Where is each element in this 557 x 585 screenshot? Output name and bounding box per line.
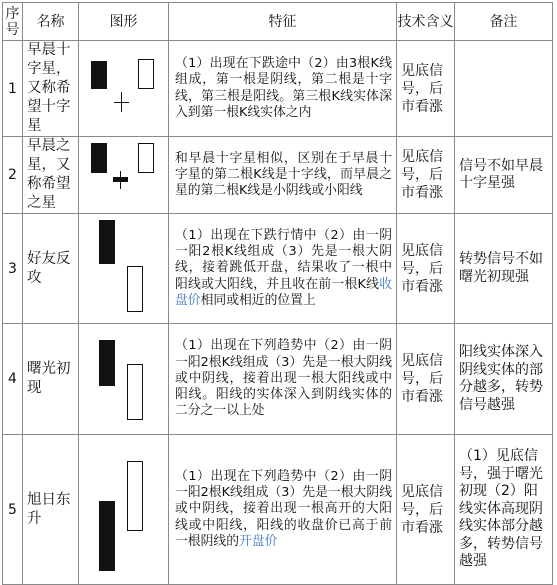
closing-price-link[interactable]: 收盘价 xyxy=(175,276,392,308)
star-candle xyxy=(113,177,128,182)
pattern-signal: 见底信号，后市看涨 xyxy=(397,41,455,137)
bearish-candle xyxy=(99,220,115,264)
pattern-note: 阳线实体深入阴线实体的部分越多，转势信号越强 xyxy=(455,324,553,435)
row-number: 2 xyxy=(3,137,23,214)
row-number: 1 xyxy=(3,41,23,137)
pattern-feature: （1）出现在下列趋势中（2）由一阴一阳2根K线组成（3）先是一根大阴线或中阴线，接着出现一根大阳线或中阳线。阳线的实体深入到阴线实体的二分之一以上处 xyxy=(169,324,397,435)
pattern-feature: （1）出现在下跌行情中（2）由一阴一阳2根K线组成（3）先是一根大阴线，接着跳低开盘，结果收了一根中阳线或大阳线，并且收在前一根K线收盘价相同或相近的位置上 xyxy=(169,214,397,324)
header-figure: 图形 xyxy=(79,3,169,41)
candlestick-pattern-table xyxy=(2,2,553,585)
row-number: 4 xyxy=(3,324,23,435)
bullish-candle xyxy=(127,364,143,420)
pattern-name: 早晨之星，又称希望之星 xyxy=(23,137,79,214)
table-row xyxy=(3,214,553,324)
pattern-signal: 见底信号，后市看涨 xyxy=(397,435,455,585)
pattern-figure xyxy=(79,435,169,585)
pattern-feature: （1）出现在下跌途中（2）由3根K线组成，第一根是阴线，第二根是十字线，第三根是阳线。第三根K线实体深入到第一根K线实体之内 xyxy=(169,41,397,137)
pattern-note: （1）见底信号，强于曙光初现（2）阳线实体高现阴线实体部分越多，转势信号越强 xyxy=(455,435,553,585)
bearish-candle xyxy=(99,501,115,571)
pattern-signal: 见底信号，后市看涨 xyxy=(397,324,455,435)
row-number: 3 xyxy=(3,214,23,324)
table-row xyxy=(3,435,553,585)
header-row xyxy=(3,3,553,41)
header-note: 备注 xyxy=(455,3,553,41)
bullish-candle xyxy=(138,59,154,89)
bullish-candle xyxy=(138,143,154,173)
header-feature: 特征 xyxy=(169,3,397,41)
row-number: 5 xyxy=(3,435,23,585)
doji-body xyxy=(114,102,129,103)
pattern-name: 曙光初现 xyxy=(23,324,79,435)
bearish-candle xyxy=(91,61,107,89)
pattern-name: 早晨十字星，又称希望十字星 xyxy=(23,41,79,137)
pattern-name: 旭日东升 xyxy=(23,435,79,585)
bullish-candle xyxy=(127,266,143,312)
bearish-candle xyxy=(91,143,107,173)
pattern-note: 转势信号不如曙光初现强 xyxy=(455,214,553,324)
pattern-figure xyxy=(79,324,169,435)
pattern-figure xyxy=(79,214,169,324)
header-num: 序号 xyxy=(3,3,23,41)
bullish-candle xyxy=(127,461,143,531)
bearish-candle xyxy=(99,340,115,386)
pattern-feature: 和早晨十字星相似，区别在于早晨十字星的第二根K线是十字线，而早晨之星的第二根K线是小阴线或小阳线 xyxy=(169,137,397,214)
header-name: 名称 xyxy=(23,3,79,41)
pattern-figure xyxy=(79,137,169,214)
header-signal: 技术含义 xyxy=(397,3,455,41)
pattern-note xyxy=(455,41,553,137)
table-row xyxy=(3,324,553,435)
pattern-note: 信号不如早晨十字星强 xyxy=(455,137,553,214)
opening-price-link[interactable]: 开盘价 xyxy=(238,533,278,549)
pattern-signal: 见底信号，后市看涨 xyxy=(397,137,455,214)
pattern-figure xyxy=(79,41,169,137)
table-row xyxy=(3,137,553,214)
pattern-feature: （1）出现在下列趋势中（2）由一阴一阳2根K线组成（3）先是一根大阴线或中阴线，接着出现一根高开的大阳线或中阳线，阳线的收盘价已高于前一根阴线的开盘价 xyxy=(169,435,397,585)
pattern-name: 好友反攻 xyxy=(23,214,79,324)
table-row xyxy=(3,41,553,137)
pattern-signal: 见底信号，后市看涨 xyxy=(397,214,455,324)
